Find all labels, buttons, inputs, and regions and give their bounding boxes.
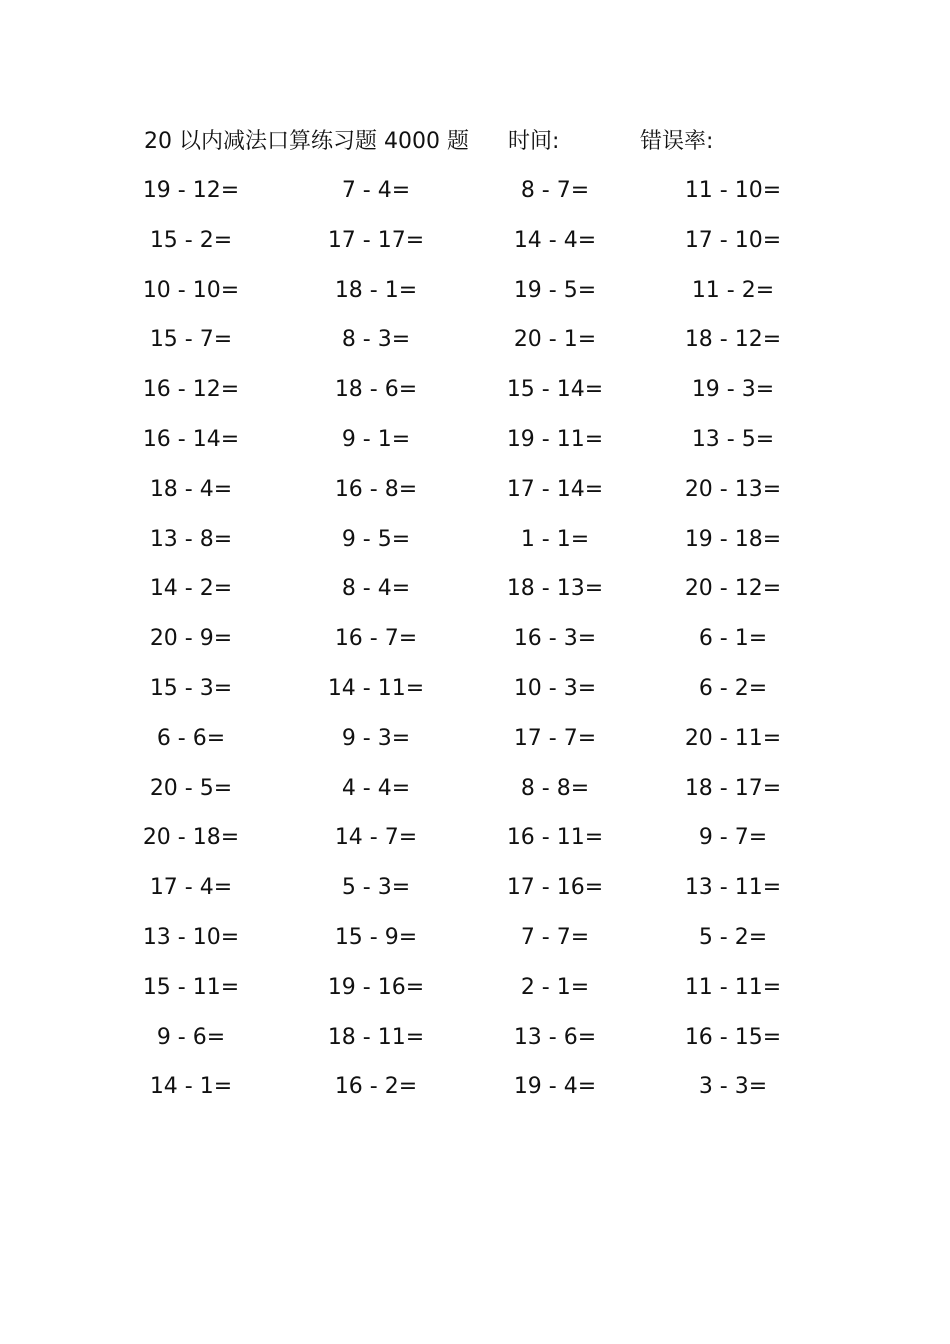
problem-item: 19 - 11= bbox=[506, 427, 604, 452]
problem-item: 1 - 1= bbox=[520, 527, 590, 552]
problem-item: 6 - 2= bbox=[698, 676, 768, 701]
problem-item: 17 - 14= bbox=[506, 477, 604, 502]
problem-item: 20 - 11= bbox=[684, 726, 782, 751]
problem-item: 20 - 9= bbox=[149, 626, 233, 651]
problem-item: 16 - 8= bbox=[334, 477, 418, 502]
problem-item: 18 - 17= bbox=[684, 776, 782, 801]
problem-item: 5 - 3= bbox=[341, 875, 411, 900]
problem-item: 10 - 10= bbox=[142, 278, 240, 303]
time-label: 时间: bbox=[508, 129, 560, 154]
problem-item: 4 - 4= bbox=[341, 776, 411, 801]
problem-item: 16 - 3= bbox=[513, 626, 597, 651]
problem-item: 15 - 7= bbox=[149, 327, 233, 352]
problem-item: 17 - 7= bbox=[513, 726, 597, 751]
problem-item: 8 - 3= bbox=[341, 327, 411, 352]
problem-item: 6 - 6= bbox=[156, 726, 226, 751]
problem-item: 2 - 1= bbox=[520, 975, 590, 1000]
problem-item: 18 - 4= bbox=[149, 477, 233, 502]
problem-item: 16 - 12= bbox=[142, 377, 240, 402]
problem-item: 7 - 4= bbox=[341, 178, 411, 203]
problem-item: 6 - 1= bbox=[698, 626, 768, 651]
problem-item: 15 - 14= bbox=[506, 377, 604, 402]
problem-item: 19 - 5= bbox=[513, 278, 597, 303]
problem-item: 17 - 4= bbox=[149, 875, 233, 900]
problem-item: 18 - 11= bbox=[327, 1025, 425, 1050]
problem-item: 20 - 18= bbox=[142, 825, 240, 850]
problem-item: 18 - 12= bbox=[684, 327, 782, 352]
problem-item: 3 - 3= bbox=[698, 1074, 768, 1099]
problem-item: 11 - 11= bbox=[684, 975, 782, 1000]
problem-item: 15 - 3= bbox=[149, 676, 233, 701]
problem-item: 9 - 5= bbox=[341, 527, 411, 552]
problem-item: 14 - 7= bbox=[334, 825, 418, 850]
problem-item: 18 - 1= bbox=[334, 278, 418, 303]
problem-item: 9 - 1= bbox=[341, 427, 411, 452]
problem-item: 13 - 6= bbox=[513, 1025, 597, 1050]
problem-item: 17 - 17= bbox=[327, 228, 425, 253]
problem-item: 15 - 9= bbox=[334, 925, 418, 950]
problem-item: 13 - 8= bbox=[149, 527, 233, 552]
error-rate-label: 错误率: bbox=[640, 129, 714, 154]
problem-item: 14 - 11= bbox=[327, 676, 425, 701]
problem-item: 16 - 14= bbox=[142, 427, 240, 452]
problem-item: 20 - 13= bbox=[684, 477, 782, 502]
problem-item: 11 - 2= bbox=[691, 278, 775, 303]
problem-item: 9 - 7= bbox=[698, 825, 768, 850]
problem-item: 19 - 12= bbox=[142, 178, 240, 203]
problem-item: 17 - 16= bbox=[506, 875, 604, 900]
problem-item: 11 - 10= bbox=[684, 178, 782, 203]
problem-item: 8 - 8= bbox=[520, 776, 590, 801]
worksheet-title: 20 以内减法口算练习题 4000 题 bbox=[144, 129, 469, 154]
problem-item: 19 - 16= bbox=[327, 975, 425, 1000]
problem-item: 19 - 3= bbox=[691, 377, 775, 402]
problem-item: 14 - 4= bbox=[513, 228, 597, 253]
problem-item: 16 - 2= bbox=[334, 1074, 418, 1099]
problem-item: 14 - 1= bbox=[149, 1074, 233, 1099]
problem-item: 17 - 10= bbox=[684, 228, 782, 253]
problem-item: 10 - 3= bbox=[513, 676, 597, 701]
problem-item: 8 - 7= bbox=[520, 178, 590, 203]
problem-item: 14 - 2= bbox=[149, 576, 233, 601]
problem-item: 16 - 15= bbox=[684, 1025, 782, 1050]
problem-item: 9 - 3= bbox=[341, 726, 411, 751]
problem-item: 16 - 11= bbox=[506, 825, 604, 850]
problem-item: 9 - 6= bbox=[156, 1025, 226, 1050]
problem-item: 8 - 4= bbox=[341, 576, 411, 601]
problem-item: 5 - 2= bbox=[698, 925, 768, 950]
problem-item: 15 - 11= bbox=[142, 975, 240, 1000]
problem-item: 13 - 5= bbox=[691, 427, 775, 452]
problem-item: 20 - 1= bbox=[513, 327, 597, 352]
problem-item: 18 - 13= bbox=[506, 576, 604, 601]
problem-item: 7 - 7= bbox=[520, 925, 590, 950]
problem-item: 18 - 6= bbox=[334, 377, 418, 402]
problem-item: 16 - 7= bbox=[334, 626, 418, 651]
problem-item: 19 - 18= bbox=[684, 527, 782, 552]
problem-item: 13 - 10= bbox=[142, 925, 240, 950]
problem-item: 19 - 4= bbox=[513, 1074, 597, 1099]
problem-item: 15 - 2= bbox=[149, 228, 233, 253]
problem-item: 20 - 5= bbox=[149, 776, 233, 801]
problem-item: 13 - 11= bbox=[684, 875, 782, 900]
problem-item: 20 - 12= bbox=[684, 576, 782, 601]
